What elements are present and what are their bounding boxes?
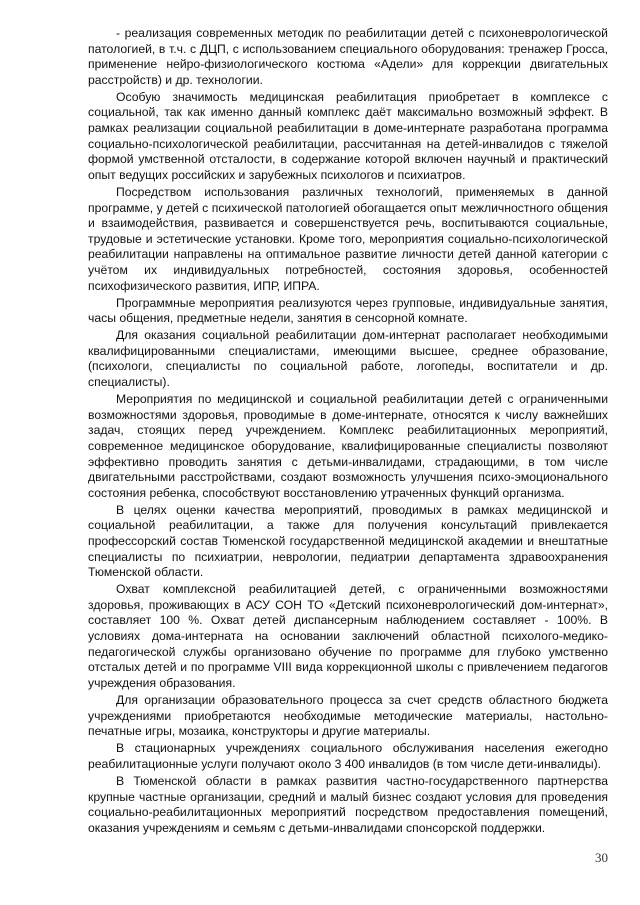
paragraph-methods: - реализация современных методик по реабилитации детей с психоневрологической патологией, в т.ч. с ДЦП, с использованием специального оборудования: тренажер Гросса, применение нейро-физиологического костюма «Адели» для коррекции двигательных расстройств) и др. технологии. bbox=[88, 26, 608, 87]
paragraph-technologies: Посредством использования различных технологий, применяемых в данной программе, у детей с психической патологией обогащается опыт межличностного общения и взаимодействия, развивается и совершенствуется речь, воспитываются социальные, трудовые и эстетические установки. Кроме того, мероприятия социально-психологической реабилитации направлены на оптимальное развитие личности детей данной категории с учётом их индивидуальных потребностей, состояния здоровья, особенностей психофизического развития, ИПР, ИПРА. bbox=[88, 184, 608, 293]
paragraph-education-budget: Для организации образовательного процесса за счет средств областного бюджета учреждениями приобретаются необходимые методические материалы, настольно-печатные игры, мозаика, конструкторы и другие материалы. bbox=[88, 692, 608, 739]
page-number: 30 bbox=[595, 850, 608, 865]
paragraph-stationary-institutions: В стационарных учреждениях социального обслуживания населения ежегодно реабилитационные услуги получают около 3 400 инвалидов (в том числе дети-инвалиды). bbox=[88, 741, 608, 771]
document-page bbox=[88, 26, 608, 838]
paragraph-medical-rehab: Особую значимость медицинская реабилитация приобретает в комплексе с социальной, так как именно данный комплекс даёт максимально возможный эффект. В рамках реализации социальной реабилитации в доме-интернате разработана программа социально-психологической реабилитации, рассчитанная на детей-инвалидов с тяжелой формой умственной отсталости, в содержание которой включен научный и практический опыт ведущих российских и зарубежных психологов и психиатров. bbox=[88, 89, 608, 182]
paragraph-partnership: В Тюменской области в рамках развития частно-государственного партнерства крупные частные организации, средний и малый бизнес создают условия для проведения социально-реабилитационных мероприятий посредством предоставления помещений, оказания учреждениям и семьям с детьми-инвалидами спонсорской поддержки. bbox=[88, 773, 608, 835]
paragraph-program-activities: Программные мероприятия реализуются через групповые, индивидуальные занятия, часы общения, предметные недели, занятия в сенсорной комнате. bbox=[88, 295, 608, 326]
paragraph-specialists: Для оказания социальной реабилитации дом-интернат располагает необходимыми квалифицированными специалистами, имеющими высшее, среднее образование, (психологи, специалисты по социальной работе, логопеды, воспитатели и др. специалисты). bbox=[88, 328, 608, 390]
paragraph-rehab-measures: Мероприятия по медицинской и социальной реабилитации детей с ограниченными возможностями здоровья, проводимые в доме-интернате, относятся к числу важнейших задач, стоящих перед учреждением. Комплекс реабилитационных мероприятий, современное медицинское оборудование, квалифицированные специалисты позволяют эффективно проводить занятия с детьми-инвалидами, страдающими, в том числе двигательными расстройствами, создают возможность улучшения психо-эмоционального состояния ребенка, способствуют восстановлению утраченных функций организма. bbox=[88, 392, 608, 500]
paragraph-quality-assessment: В целях оценки качества мероприятий, проводимых в рамках медицинской и социальной реабилитации, а также для получения консультаций привлекается профессорский состав Тюменской государственной медицинской академии и внештатные специалисты по психиатрии, неврологии, педиатрии департамента здравоохранения Тюменской области. bbox=[88, 502, 608, 580]
paragraph-coverage: Охват комплексной реабилитацией детей, с ограниченными возможностями здоровья, проживающих в АСУ СОН ТО «Детский психоневрологический дом-интернат», составляет 100 %. Охват детей диспансерным наблюдением составляет - 100%. В условиях дома-интерната на основании заключений областной психолого-медико-педагогической службы организовано обучение по программе для глубоко умственно отсталых детей и по программе VIII вида коррекционной школы с привлечением педагогов учреждения образования. bbox=[88, 582, 608, 690]
